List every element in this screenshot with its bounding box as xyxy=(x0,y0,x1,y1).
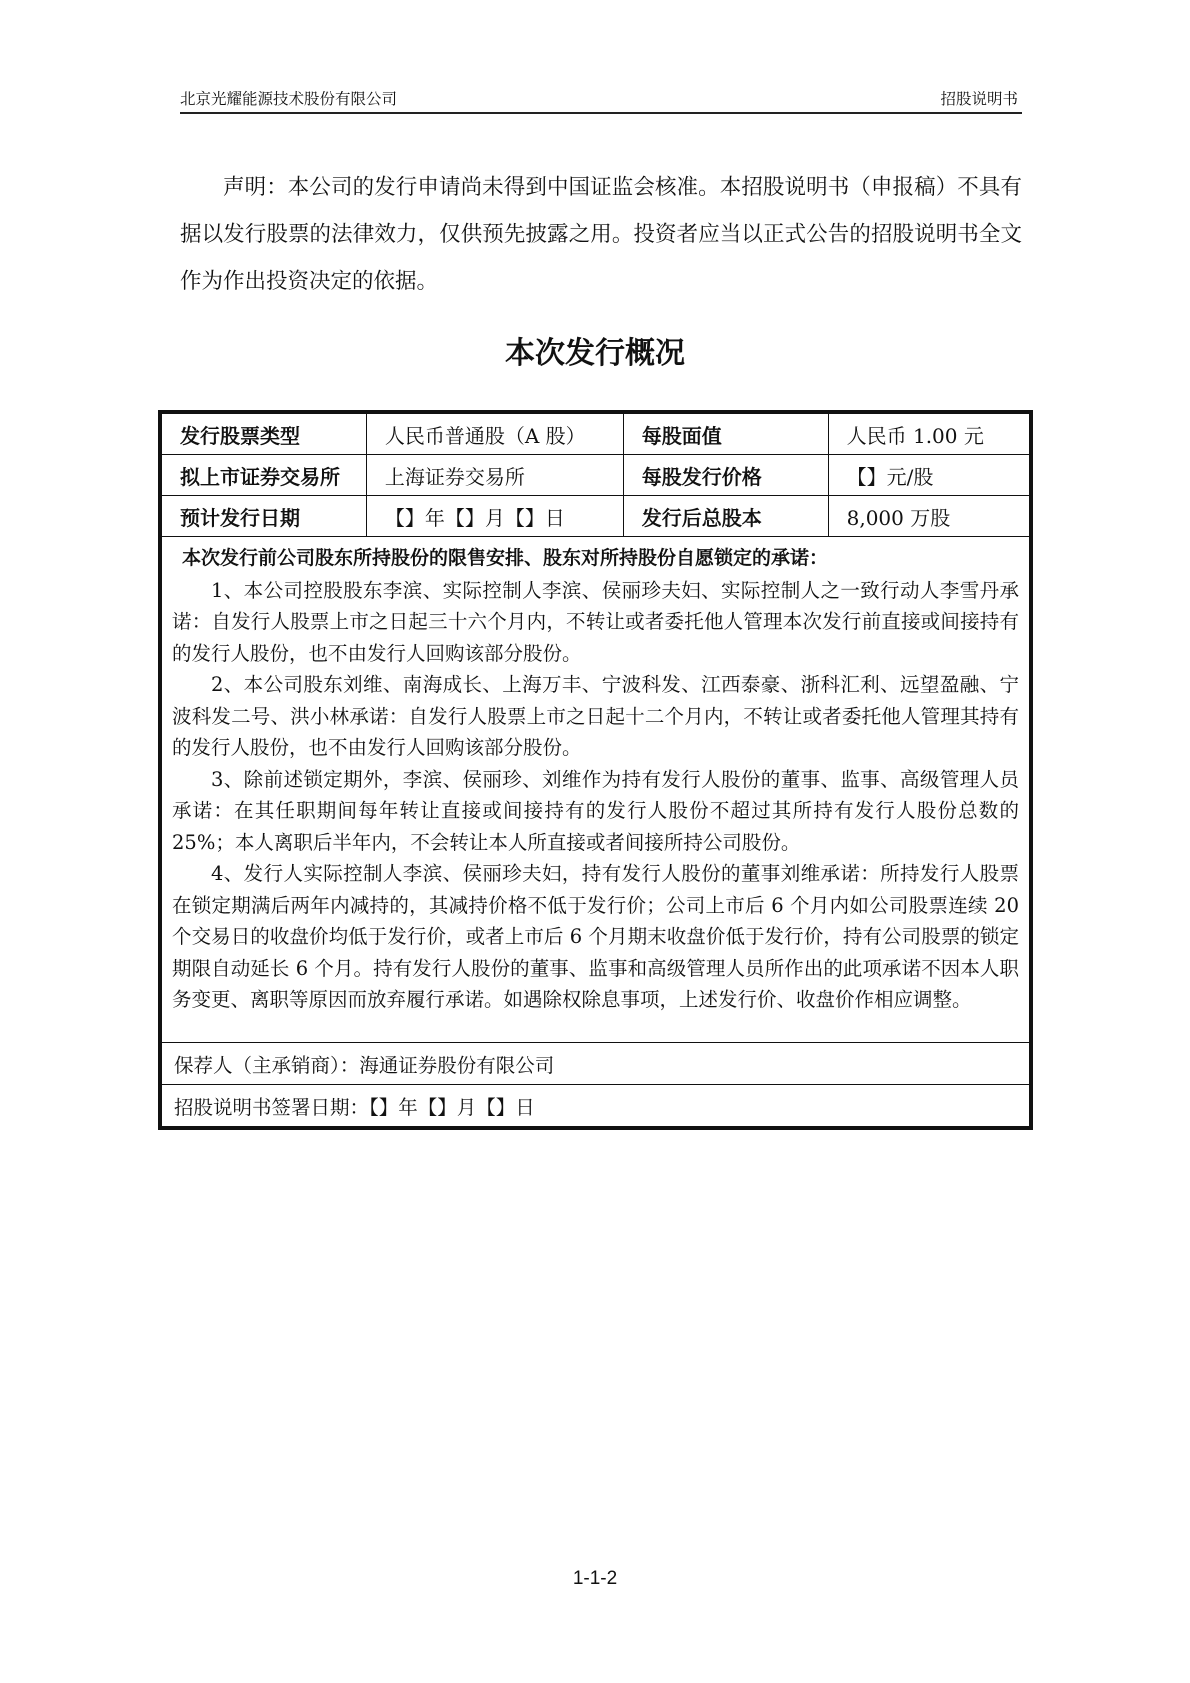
issue-price-value: 【】元/股 xyxy=(828,455,1029,496)
page-header xyxy=(180,84,1022,114)
issue-date-value: 【】年【】月【】日 xyxy=(366,496,623,537)
signing-date: 招股说明书签署日期：【】年【】月【】日 xyxy=(162,1085,1030,1127)
table-row xyxy=(162,414,1030,455)
table-row xyxy=(162,537,1030,1043)
issue-date-label: 预计发行日期 xyxy=(162,496,367,537)
lockup-title: 本次发行前公司股东所持股份的限售安排、股东对所持股份自愿锁定的承诺： xyxy=(182,547,829,569)
table-row xyxy=(162,455,1030,496)
lockup-item: 3、除前述锁定期外，李滨、侯丽珍、刘维作为持有发行人股份的董事、监事、高级管理人员承诺：在其任职期间每年转让直接或间接持有的发行人股份不超过其所持有发行人股份总数的 25%；本人离职后半年内，不会转让本人所直接或者间接所持公司股份。 xyxy=(172,767,1019,854)
stock-type-value: 人民币普通股（A 股） xyxy=(366,414,623,455)
exchange-value: 上海证券交易所 xyxy=(366,455,623,496)
offering-overview-table xyxy=(158,410,1033,1130)
company-name: 北京光耀能源技术股份有限公司 xyxy=(180,90,398,108)
lockup-item: 4、发行人实际控制人李滨、侯丽珍夫妇，持有发行人股份的董事刘维承诺：所持发行人股票在锁定期满后两年内减持的，其减持价格不低于发行价；公司上市后 6 个月内如公司股票连续 20 个交易日的收盘价均低于发行价，或者上市后 6 个月期末收盘价低于发行价，持有公司股票的锁定期限自动延长 6 个月。持有发行人股份的董事、监事和高级管理人员所作出的此项承诺不因本人职务变更、离职等原因而放弃履行承诺。如遇除权除息事项，上述发行价、收盘价作相应调整。 xyxy=(172,862,1019,1011)
stock-type-label: 发行股票类型 xyxy=(162,414,367,455)
lockup-item: 2、本公司股东刘维、南海成长、上海万丰、宁波科发、江西泰豪、浙科汇利、远望盈融、宁波科发二号、洪小林承诺：自发行人股票上市之日起十二个月内，不转让或者委托他人管理其持有的发行人股份，也不由发行人回购该部分股份。 xyxy=(172,673,1019,759)
table-row xyxy=(162,1085,1030,1127)
issue-price-label: 每股发行价格 xyxy=(623,455,828,496)
par-value-label: 每股面值 xyxy=(623,414,828,455)
page-number: 1-1-2 xyxy=(572,1568,618,1589)
lockup-item: 1、本公司控股股东李滨、实际控制人李滨、侯丽珍夫妇、实际控制人之一致行动人李雪丹承诺：自发行人股票上市之日起三十六个月内，不转让或者委托他人管理本次发行前直接或间接持有的发行人股份，也不由发行人回购该部分股份。 xyxy=(172,578,1019,665)
exchange-label: 拟上市证券交易所 xyxy=(162,455,367,496)
document-type: 招股说明书 xyxy=(940,90,1018,108)
table-row xyxy=(162,496,1030,537)
page-title: 本次发行概况 xyxy=(505,336,685,371)
lockup-commitments-cell xyxy=(162,537,1030,1043)
total-shares-label: 发行后总股本 xyxy=(623,496,828,537)
disclaimer-statement: 声明：本公司的发行申请尚未得到中国证监会核准。本招股说明书（申报稿）不具有据以发行股票的法律效力，仅供预先披露之用。投资者应当以正式公告的招股说明书全文作为作出投资决定的依据。 xyxy=(180,175,1022,294)
total-shares-value: 8,000 万股 xyxy=(828,496,1029,537)
table-row xyxy=(162,1043,1030,1085)
sponsor-info: 保荐人（主承销商）：海通证券股份有限公司 xyxy=(162,1043,1030,1085)
par-value-value: 人民币 1.00 元 xyxy=(828,414,1029,455)
